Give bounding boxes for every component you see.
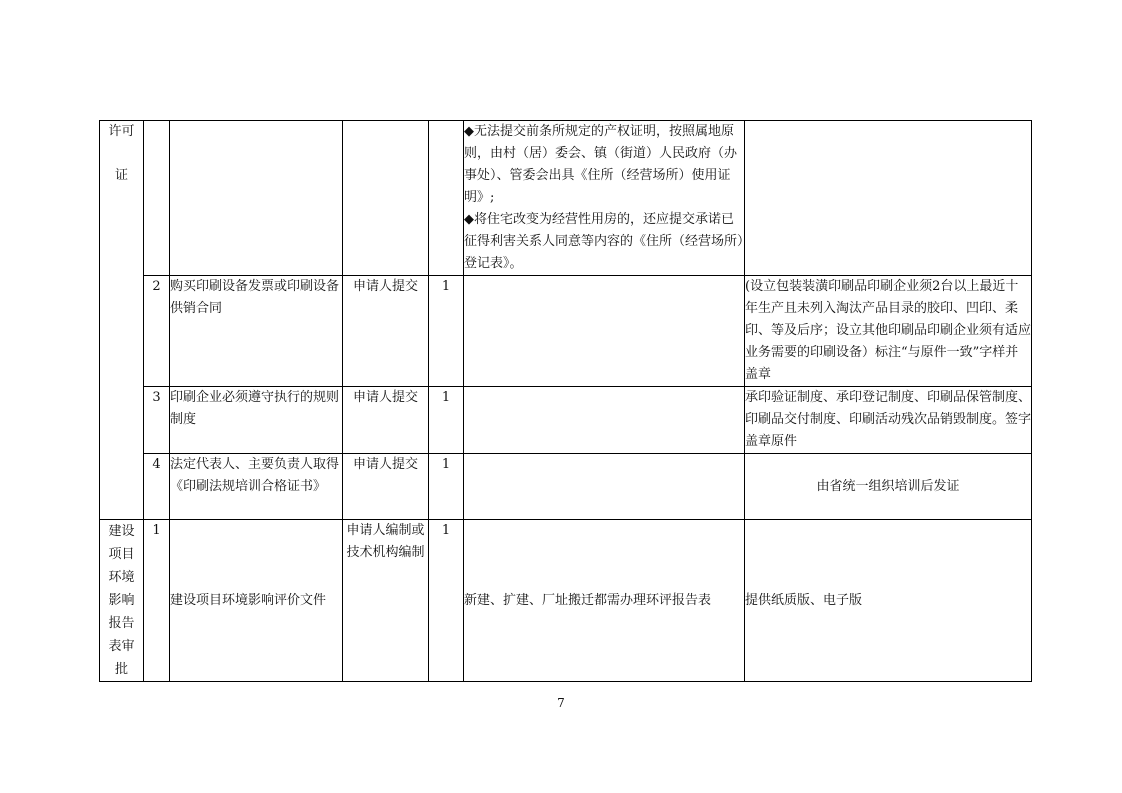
material-note: (设立包装装潢印刷品印刷企业须2台以上最近十年生产且未列入淘汰产品目录的胶印、凹印、柔印、等及后序；设立其他印刷品印刷企业须有适应业务需要的印刷设备）标注“与原件一致”字样并盖章 [745, 276, 1032, 387]
requirement-paragraph: ◆将住宅改变为经营性用房的，还应提交承诺已征得利害关系人同意等内容的《住所（经营场所）登记表》。 [464, 212, 744, 271]
category-env-line: 报告 [108, 616, 135, 631]
material-note: 提供纸质版、电子版 [745, 520, 1032, 682]
row-number: 2 [144, 276, 170, 387]
material-source: 申请人提交 [343, 387, 429, 454]
requirement-cell [464, 387, 745, 454]
number-cell [144, 121, 170, 276]
name-cell [170, 121, 343, 276]
material-note: 承印验证制度、承印登记制度、印刷品保管制度、印刷品交付制度、印刷活动残次品销毁制度。签字盖章原件 [745, 387, 1032, 454]
category-license-line: 许可 [108, 124, 135, 139]
material-quantity: 1 [429, 520, 464, 682]
category-env-line: 批 [114, 662, 128, 677]
category-env-line: 环境 [108, 570, 135, 585]
category-env-line: 项目 [108, 547, 135, 562]
table-row [100, 276, 1032, 387]
category-env-line: 影响 [108, 593, 135, 608]
material-name: 法定代表人、主要负责人取得《印刷法规培训合格证书》 [170, 454, 343, 520]
table-row [100, 121, 1032, 276]
table-row [100, 520, 1032, 682]
material-quantity: 1 [429, 387, 464, 454]
category-license-line: 证 [114, 168, 128, 183]
requirement-paragraph: ◆无法提交前条所规定的产权证明，按照属地原则，由村（居）委会、镇（街道）人民政府（办事处）、管委会出具《住所（经营场所）使用证明》; [464, 124, 738, 205]
requirement-cell [464, 454, 745, 520]
material-name: 印刷企业必须遵守执行的规则制度 [170, 387, 343, 454]
category-env-line: 表审 [108, 639, 135, 654]
material-note: 由省统一组织培训后发证 [745, 454, 1032, 520]
row-number: 3 [144, 387, 170, 454]
material-quantity: 1 [429, 454, 464, 520]
material-name: 购买印刷设备发票或印刷设备供销合同 [170, 276, 343, 387]
requirement-cell: 新建、扩建、厂址搬迁都需办理环评报告表 [464, 520, 745, 682]
category-env-cell [100, 520, 144, 682]
requirement-cell [464, 276, 745, 387]
source-cell [343, 121, 429, 276]
page-number: 7 [557, 696, 565, 710]
category-env-line: 建设 [108, 524, 135, 539]
table-row [100, 387, 1032, 454]
category-license-cell [100, 121, 144, 520]
material-source: 申请人编制或技术机构编制 [343, 520, 429, 682]
requirements-table [99, 120, 1032, 682]
material-source: 申请人提交 [343, 454, 429, 520]
quantity-cell [429, 121, 464, 276]
material-quantity: 1 [429, 276, 464, 387]
material-source: 申请人提交 [343, 276, 429, 387]
note-cell [745, 121, 1032, 276]
requirement-cell [464, 121, 745, 276]
row-number: 4 [144, 454, 170, 520]
row-number: 1 [144, 520, 170, 682]
table-row [100, 454, 1032, 520]
material-name: 建设项目环境影响评价文件 [170, 520, 343, 682]
